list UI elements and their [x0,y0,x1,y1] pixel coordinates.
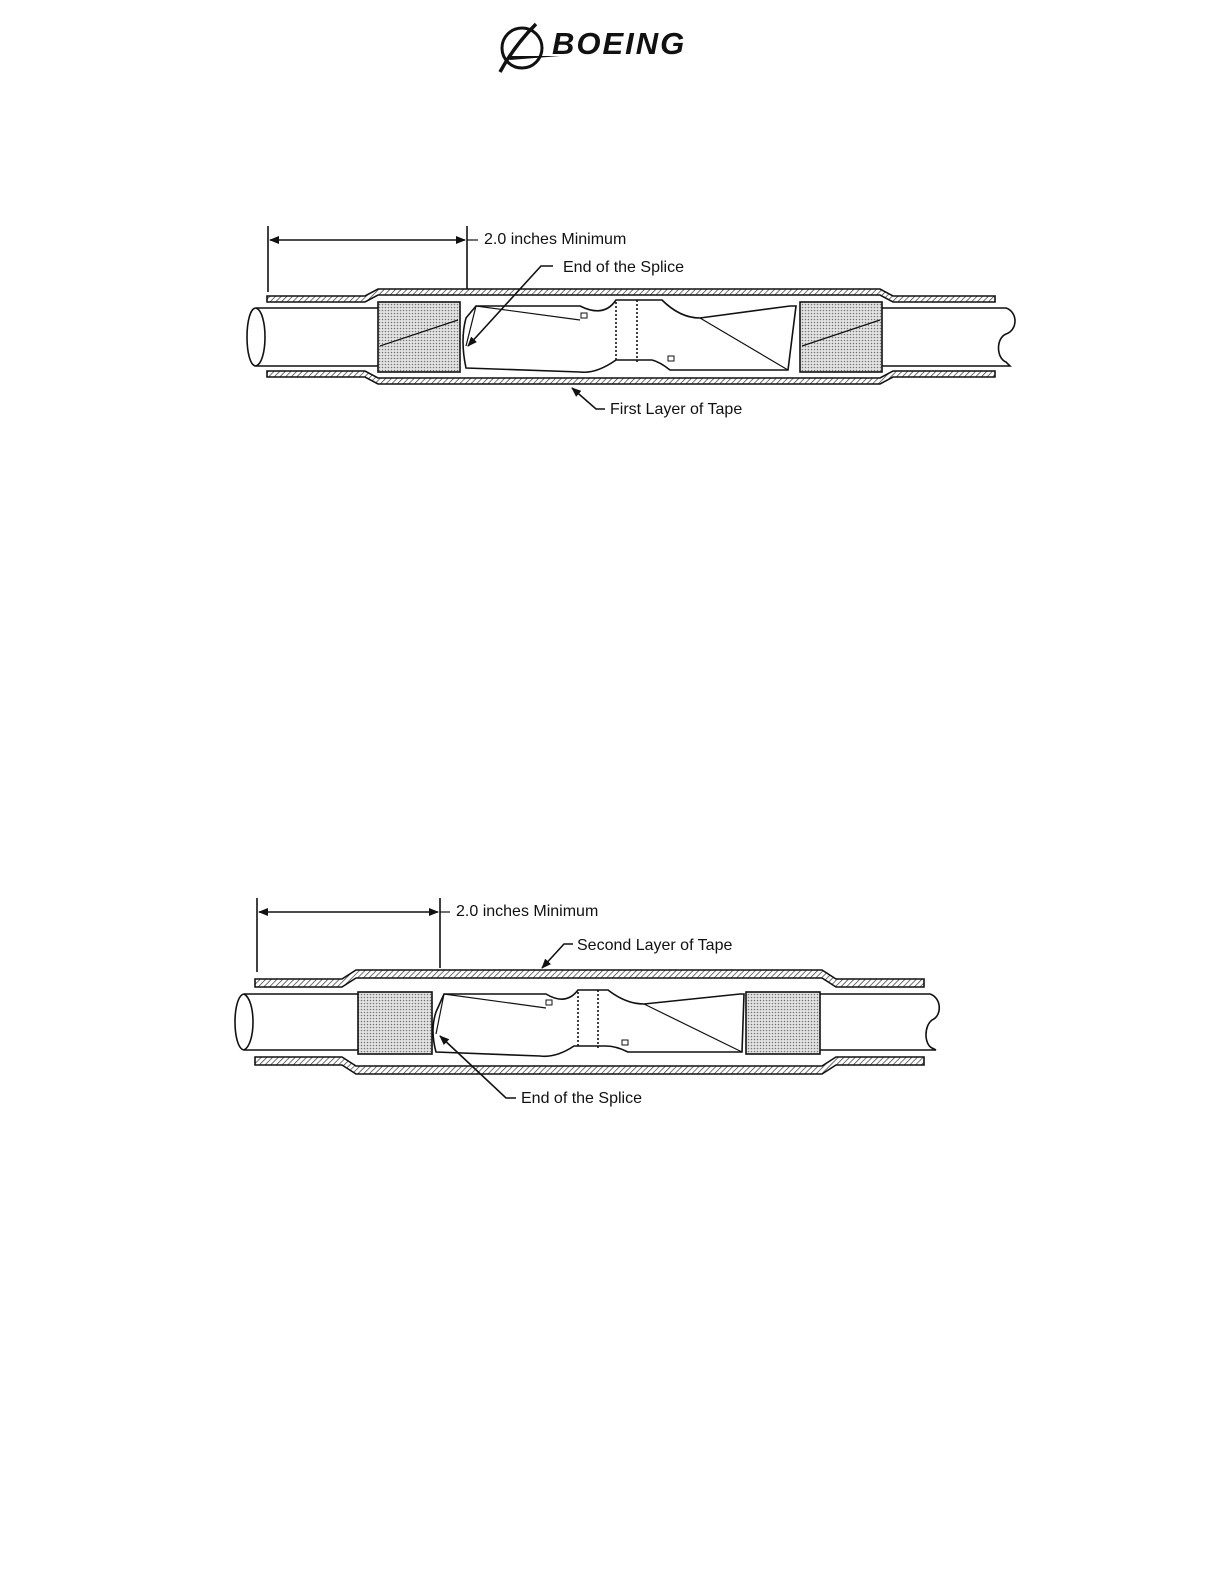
insulation-left [358,992,432,1054]
callout-splice-end: End of the Splice [521,1090,642,1107]
splice-sleeve [433,990,744,1056]
insulation-right [800,302,882,372]
callout-second-layer-tape: Second Layer of Tape [577,937,733,954]
leader-second-tape [542,944,573,968]
tape-bottom-band [255,1057,924,1074]
wire-right [882,308,1015,366]
dimension-label: 2.0 inches Minimum [456,903,599,920]
figure-first-layer [247,226,1015,409]
figure-second-layer [235,898,939,1098]
callout-first-layer-tape: First Layer of Tape [610,401,743,418]
wire-right [820,994,939,1050]
insulation-right [746,992,820,1054]
callout-splice-end: End of the Splice [563,259,684,276]
tape-bottom-band [267,371,995,384]
wire-left [247,308,378,366]
boeing-wordmark: BOEING [552,26,687,61]
tape-top-band [255,970,924,987]
insulation-left [378,302,460,372]
dimension-label: 2.0 inches Minimum [484,231,627,248]
leader-first-tape [572,388,605,409]
